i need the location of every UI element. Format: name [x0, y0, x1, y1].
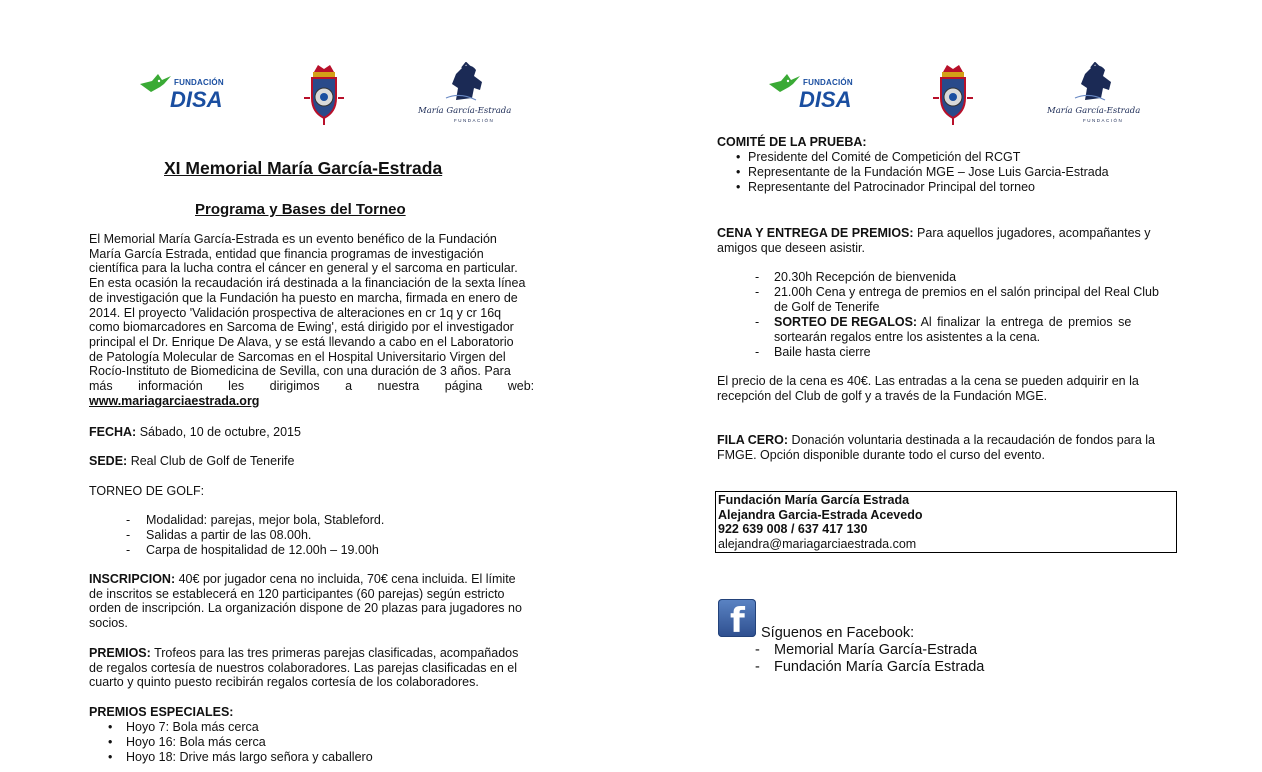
- disa-small-text: FUNDACIÓN: [174, 78, 224, 87]
- cena-row: [717, 226, 1151, 241]
- crest-icon: [929, 62, 977, 126]
- inscripcion-label: INSCRIPCION:: [89, 572, 176, 586]
- intro-line: El Memorial María García-Estrada es un evento benéfico de la Fundación: [89, 232, 497, 246]
- fecha-row: [89, 425, 301, 440]
- golfer-icon: [426, 62, 496, 106]
- cena-item: sortearán regalos entre los asistentes a la cena.: [774, 330, 1041, 344]
- cena-line: Para aquellos jugadores, acompañantes y: [917, 226, 1151, 240]
- bullet-icon: •: [108, 720, 113, 734]
- hummingbird-icon: [767, 70, 801, 100]
- cena-label: CENA Y ENTREGA DE PREMIOS:: [717, 226, 914, 240]
- premios-line: cuarto y quinto puesto recibirán regalos cortesía de los colaboradores.: [89, 675, 479, 690]
- inscripcion-line: orden de inscripción. La organización dispone de 20 plazas para jugadores no: [89, 601, 522, 616]
- intro-line: científica para la lucha contra el cáncer en general y el sarcoma en particular.: [89, 261, 518, 276]
- facebook-icon[interactable]: f: [718, 599, 756, 637]
- precio-line: El precio de la cena es 40€. Las entradas a la cena se pueden adquirir en la: [717, 374, 1139, 388]
- premios-line: Trofeos para las tres primeras parejas clasificadas, acompañados: [154, 646, 519, 660]
- torneo-item: Salidas a partir de las 08.00h.: [146, 528, 312, 542]
- cena-item: Al finalizar la entrega de premios se: [920, 315, 1132, 329]
- fundacion-mge-logo: [418, 62, 514, 126]
- contact-phone: 922 639 008 / 637 417 130: [718, 522, 868, 537]
- especial-item: Hoyo 18: Drive más largo señora y caballero: [126, 750, 373, 764]
- list-item: -: [755, 285, 760, 299]
- crest-icon: [300, 62, 348, 126]
- golfer-icon: [1055, 62, 1125, 106]
- sorteo-label: SORTEO DE REGALOS:: [774, 315, 918, 329]
- contact-box: [715, 491, 1177, 553]
- right-page: [631, 0, 1262, 772]
- facebook-label: Síguenos en Facebook:: [761, 625, 915, 641]
- list-item: -: [126, 528, 131, 542]
- disa-big-text: DISA: [799, 87, 852, 112]
- inscripcion-line: de inscritos se establecerá en 120 participantes (60 parejas) según estricto: [89, 586, 505, 601]
- disa-small-text: FUNDACIÓN: [803, 78, 853, 87]
- fila-row: [717, 433, 1155, 448]
- torneo-item: Carpa de hospitalidad de 12.00h – 19.00h: [146, 543, 379, 557]
- page-title: XI Memorial María García-Estrada: [164, 158, 443, 178]
- list-item: -: [755, 270, 760, 284]
- logo-row: [0, 62, 631, 128]
- intro-line: como biomarcadores en Sarcoma de Ewing', está dirigido por el investigador: [89, 320, 514, 335]
- fecha-value: Sábado, 10 de octubre, 2015: [139, 425, 301, 439]
- contact-name: Alejandra Garcia-Estrada Acevedo: [718, 507, 923, 522]
- bullet-icon: •: [736, 165, 741, 179]
- cena-item: 21.00h Cena y entrega de premios en el salón principal del Real Club: [774, 285, 1159, 299]
- intro-line: más información les dirigimos a nuestra página web:: [89, 379, 535, 393]
- list-item: -: [755, 642, 760, 658]
- premios-line: de regalos cortesía de nuestros colaboradores. Las parejas clasificadas en el: [89, 660, 518, 675]
- list-item: -: [755, 315, 760, 329]
- mge-script-text: María García-Estrada: [418, 106, 512, 116]
- page-subtitle: Programa y Bases del Torneo: [195, 201, 406, 218]
- fila-label: FILA CERO:: [717, 433, 789, 447]
- intro-line: de investigación que la Fundación ha puesto en marcha, firmada en enero de: [89, 290, 518, 305]
- cena-line: amigos que deseen asistir.: [717, 241, 866, 255]
- cena-item: 20.30h Recepción de bienvenida: [774, 270, 957, 284]
- inscripcion-line: 40€ por jugador cena no incluida, 70€ cena incluida. El límite: [178, 572, 516, 586]
- website-link[interactable]: www.mariagarciaestrada.org: [89, 393, 260, 408]
- club-crest-logo: [929, 62, 977, 126]
- torneo-label: TORNEO DE GOLF:: [89, 484, 205, 498]
- intro-line: 2014. El proyecto 'Validación prospectiva de alteraciones en cr 1q y cr 16q: [89, 305, 502, 320]
- mge-small-text: FUNDACIÓN: [1083, 118, 1124, 123]
- precio-line: recepción del Club de golf y a través de la Fundación MGE.: [717, 389, 1048, 403]
- comite-item: Presidente del Comité de Competición del RCGT: [748, 150, 1021, 164]
- logo-row: [631, 62, 1262, 128]
- sede-value: Real Club de Golf de Tenerife: [130, 454, 295, 468]
- sede-row: [89, 454, 294, 469]
- disa-big-text: DISA: [170, 87, 223, 112]
- intro-line: María García Estrada, entidad que financia programas de investigación: [89, 246, 484, 261]
- torneo-item: Modalidad: parejas, mejor bola, Stableford.: [146, 513, 385, 527]
- intro-line: de Patología Molecular de Sarcomas en el Hospital Universitario Virgen del: [89, 349, 506, 364]
- especiales-label: PREMIOS ESPECIALES:: [89, 705, 234, 719]
- premios-label: PREMIOS:: [89, 646, 151, 660]
- list-item: -: [755, 659, 760, 675]
- especial-item: Hoyo 7: Bola más cerca: [126, 720, 259, 734]
- especial-item: Hoyo 16: Bola más cerca: [126, 735, 266, 749]
- contact-org: Fundación María García Estrada: [718, 493, 910, 507]
- sorteo-row: [774, 315, 1131, 330]
- mge-script-text: María García-Estrada: [1047, 106, 1141, 116]
- comite-item: Representante de la Fundación MGE – Jose Luis Garcia-Estrada: [748, 165, 1109, 179]
- club-crest-logo: [300, 62, 348, 126]
- fecha-label: FECHA:: [89, 425, 137, 439]
- fundacion-disa-logo: [138, 62, 228, 112]
- facebook-page-link[interactable]: Fundación María García Estrada: [774, 659, 985, 675]
- bullet-icon: •: [108, 750, 113, 764]
- list-item: -: [755, 345, 760, 359]
- sede-label: SEDE:: [89, 454, 128, 468]
- inscripcion-line: socios.: [89, 616, 128, 631]
- hummingbird-icon: [138, 70, 172, 100]
- comite-item: Representante del Patrocinador Principal del torneo: [748, 180, 1035, 194]
- intro-line: Rocío-Instituto de Biomedicina de Sevilla, con una duración de 3 años. Para: [89, 364, 511, 379]
- intro-line: En esta ocasión la recaudación irá destinada a la financiación de la sexta línea: [89, 276, 526, 291]
- list-item: -: [126, 543, 131, 557]
- bullet-icon: •: [108, 735, 113, 749]
- cena-item: Baile hasta cierre: [774, 345, 871, 359]
- fundacion-disa-logo: [767, 62, 857, 112]
- cena-item: de Golf de Tenerife: [774, 300, 880, 314]
- fila-line: Donación voluntaria destinada a la recaudación de fondos para la: [791, 433, 1155, 447]
- bullet-icon: •: [736, 180, 741, 194]
- mge-small-text: FUNDACIÓN: [454, 118, 495, 123]
- comite-label: COMITÉ DE LA PRUEBA:: [717, 135, 867, 149]
- contact-email[interactable]: alejandra@mariagarciaestrada.com: [718, 536, 917, 551]
- bullet-icon: •: [736, 150, 741, 164]
- fila-line: FMGE. Opción disponible durante todo el curso del evento.: [717, 448, 1045, 462]
- facebook-page-link[interactable]: Memorial María García-Estrada: [774, 642, 978, 658]
- intro-line: principal el Dr. Enrique De Alava, y se está llevando a cabo en el Laboratorio: [89, 334, 514, 349]
- fundacion-mge-logo: [1047, 62, 1143, 126]
- list-item: -: [126, 513, 131, 527]
